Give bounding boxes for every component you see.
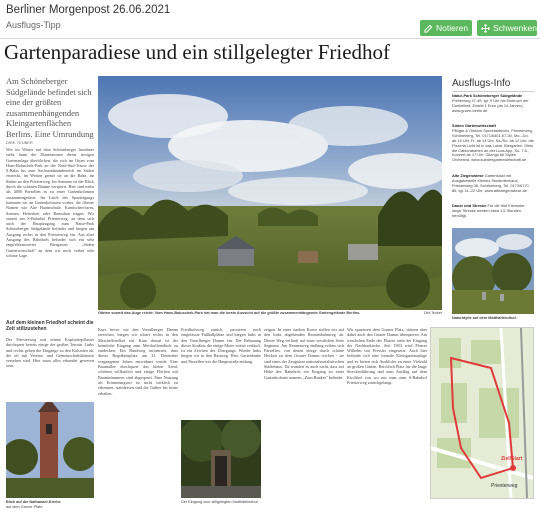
article-subheading: Auf dem kleinen Friedhof scheint die Zeit stillzustehen [6,320,94,332]
cemetery-photo-caption: Naturidylle auf dem Matthäifriedhof. [452,316,517,320]
infobox-entry-ziegenwiese [452,174,534,194]
infobox-divider [452,91,534,92]
article-column-2: Kurz bevor wir den Vorarlberger Damm erreichen, biegen wir scharf rechts in den Meichelfriedhof ein. Kurz darauf ist der heimliche Eingang zum Meichelfriedhofs zu entdecken. Ein Rundweg informiert, dass dieser Begräbnisplatz am 31. Dezember vergangenen Jahres entwidmet wurde. Eine Baumallee durchquert das kleine Areal, schönen willkürlich und einige Flächen mit Baumtrümmern sind abgesperrt. Eine Nutzung als Erinnerungsort ist nicht wirklich zu erkennen, stattdessen sind die Gräber bis heute erhalten. [98,327,178,396]
infobox-entry-title: Natur-Park Schöneberger Südgelände [452,93,523,98]
article-column-1b: Der Priesterweg mit seinen Kopfsteinpflaster durchquert bereits einige der großen Terrain. Links und rechts gehen die Eingänge zu den Kolonien ab, die oft mit Vereins- und Gemeinschaftshäusern versehen sind. Hier muss alles erkundet gewesen sein. [6,337,94,369]
infobox-entry-title: Dauer und Strecke [452,203,487,208]
article-column-3: Friedhofsweg zurück, passieren noch eingefasste Fußballplätze und biegen links in den Vorarlberger Damm ein. Die Bebauung dieser Straßen, die einige Meter weiter verläuft, ist ein Zeichen des Übergangs. Wieder links biegen wir in den Rastweg. Hier, Gartenlaube und Parzellen wie die Hauptstraße entlang. [181,327,261,364]
main-caption-text: Gärten soweit das Auge reicht: Vom Hans-Baluschek-Park hat man die beste Aussicht auf die größte zusammenhängende Gartengelände Berlins. [98,311,361,315]
note-edit-icon [424,24,433,33]
article-column-5: Wir spazieren dem Gruner Platz, stützen aber dabei auch den Gruner Damm überqueren. Am westlichen Ende des Platzes steht der Eingang der Nachbarkirche. Seit 1903 wird Pfarrer Wilhelm von Pressler eingesetzt. Auch hier befindet sich eine formale Kleingartenanlage und es bieten sich Ausblicke zu einer Vielzahl an großen Gärten. Reichlich Platz für die lange Streckenführung und zum Ausflug auf dem Kirchhof von wo aus man zum S-Bahnhof Priesterweg zurückgelangt. [347,327,427,385]
schwenken-label: Schwenken [493,23,537,33]
article-headline: Gartenparadiese und ein stillgelegter Friedhof [4,40,391,64]
pan-icon [481,24,490,33]
infobox-heading: Ausflugs-Info [452,78,511,89]
notieren-button[interactable] [420,20,472,36]
section-label: Ausflugs-Tipp [6,20,61,30]
infobox-entry-title: Alte Ziegenwiese [452,173,484,178]
infobox-entry-text: Pflüger & Olsknot Spreetaldrivnis, Priesterweg, Schöneberg, Tel. 0171/6401-07-30, Mo.–Do. ab 16 Uhr, Fr. ab 14 Uhr, Sa./So. ab 12 Uhr, die Pizzeria Licht ist in das Lokal, Biergarten. Gleis die Cabiorabarten an der Luca App, So. 7.6., Konzert ab 17 Uhr, Gilango All Styles Orchestra, www.suedengartenwirtschaft.de [452,127,534,163]
matthaei-cemetery-photo [452,228,534,314]
cemetery-entrance-photo [181,420,261,498]
article-column-1: Wer im Winter auf dem Schöneberger Insulaner steht, kann die Dimensionen dieser riesigen Gartenanlage überblicken, die sich im Osten vom Hans-Baluschek-Park an der Nord-Süd-Trasse der S-Bahn bis zum Sachsendammbereich im Süden erstreckt, im Westen grenzt sie an die Bahn, im Süden an den Priesterweg. Im Sommer ist der Blick durch die schönen Bäume versperrt. Hier sind mehr als 4000 Parzellen in zu einer Gartenkolonien zusammengefasst. Im Laufe des Spaziergangs kommen wir an Gartenkolonien vorbei, die illustre Namen wie Alte Baumschule, Kamischen-farm, Sonnen, Heiterkeit oder Barnulaut tragen. Wir starten am S-Bahnhof Priesterweg, an dem sich auch der Hauptzugang zum Natur-Park Schöneberger Südgelände befindet und biegen am Ausgang rechts in den Priesterweg ein. Aus alter Ausgang des Bahnhofs befindet sich ein sehr empfehlenswerter Biergarten „Süden Gartenwirtschaft" an dem wir noch vorbei sehr schöne Lage. [6,147,94,258]
infobox-entry-text: Prellerweg 47-49, tgl. 9 Uhr bis Einbruch der Dunkelheit, Eintritt 1 Euro (ab 14 Jahren), www.gruen-berlin.de [452,97,529,113]
church-caption-text: auf dem Gruner Platz. [6,504,44,509]
main-garden-photo [98,76,442,310]
route-map[interactable] [430,327,534,499]
infobox-entry-park [452,94,534,114]
infobox-entry-gartenwirtschaft [452,124,534,163]
publication-title: Berliner Morgenpost 26.06.2021 [6,4,171,16]
header-bar [0,0,540,39]
main-photo-caption [98,311,398,316]
church-photo-caption [6,500,94,510]
map-label-priesterweg: Priesterweg [491,483,518,489]
nathanael-church-photo [6,402,94,498]
article-column-4: zeigen. In einer starken Kurve stellen wir auf den links abgehenden Rennenbahnweg ab. Dieser Weg verläuft auf einer westlichen Seite Segment. Am Rennenweg endlang reihen sich Parzellen, von denen einige durch schöne Hecken zu dem Gruner Damm reichen - sie sind eines der Zeugnisse nationalsozialistischen Städtebaus. Da wundert es auch nicht, dass auf Höhe des Bahnhofs ein Eingang zu einer Gartenkolonie namens „Zum Bunker" befindet. [264,327,344,380]
article-lead: Am Schöneberger Südgelände befindet sich eine der größten zusammenhängenden Kleingartenflächen Berlins. Eine Umrundung [6,76,94,139]
infobox-entry-text: Für die fünf Kilometer lange Strecke werden etwa 1,5 Stunden benötigt. [452,203,525,218]
infobox-entry-text: Gartenlokal mit Ausgabestelle Kleines Studentenhaus, Priesterweg 36, Schöneberg, Tel. 0173/6170 85, tgl. 11–22 Uhr, www.alteziegenwiese.de [452,173,529,193]
infobox-entry-dauer [452,204,534,219]
main-photo-credit: Dirk Teuber [424,311,442,315]
map-label-start: Ziel/Start [501,456,523,462]
byline: DIRK TEUBER [6,140,33,145]
notieren-label: Notieren [436,23,469,33]
schwenken-button[interactable] [477,20,537,36]
church-caption-bold: Blick auf die Nathanael-Kirche [6,500,61,504]
cemetery-entrance-caption: Der Eingang zum stillgelegten Matthäifriedhof. [181,500,259,504]
infobox-entry-title: Süden Gartenwirtschaft [452,123,496,128]
